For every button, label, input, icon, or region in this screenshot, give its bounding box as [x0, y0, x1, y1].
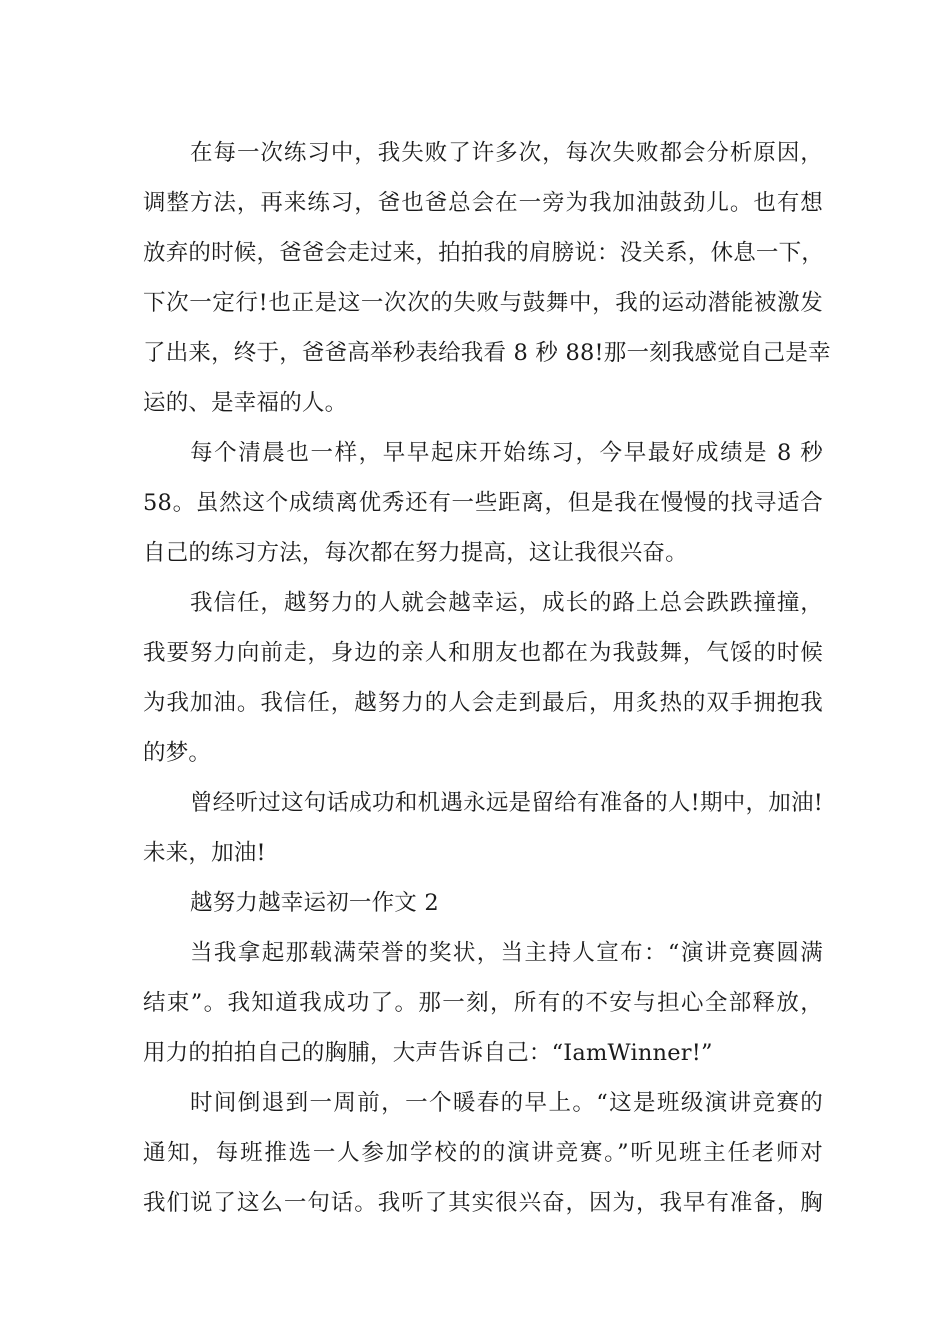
- text-line: 当我拿起那载满荣誉的奖状，当主持人宣布：“演讲竞赛圆满: [190, 940, 823, 966]
- paragraph: [143, 428, 823, 578]
- paragraph: [143, 578, 823, 778]
- text-line: 每个清晨也一样，早早起床开始练习，今早最好成绩是 8 秒: [190, 440, 823, 466]
- text-line: 58。虽然这个成绩离优秀还有一些距离，但是我在慢慢的找寻适合: [143, 490, 823, 516]
- section-heading: 越努力越幸运初一作文 2: [190, 890, 439, 916]
- text-line: 在每一次练习中，我失败了许多次，每次失败都会分析原因，: [190, 140, 823, 166]
- text-line: 下次一定行!也正是这一次次的失败与鼓舞中，我的运动潜能被激发: [143, 290, 823, 316]
- text-line: 用力的拍拍自己的胸脯，大声告诉自己：“IamWinner!”: [143, 1040, 713, 1066]
- text-line: 我要努力向前走，身边的亲人和朋友也都在为我鼓舞，气馁的时候: [143, 640, 823, 666]
- text-line: 结束”。我知道我成功了。那一刻，所有的不安与担心全部释放，: [143, 990, 823, 1016]
- text-line: 通知，每班推选一人参加学校的的演讲竞赛。”听见班主任老师对: [143, 1140, 823, 1166]
- paragraph: [143, 778, 823, 878]
- text-line: 未来，加油!: [143, 840, 266, 866]
- text-line: 的梦。: [143, 740, 212, 766]
- paragraph: [143, 928, 823, 1078]
- text-line: 运的、是幸福的人。: [143, 390, 348, 416]
- paragraph: [143, 1078, 823, 1228]
- text-line: 了出来，终于，爸爸高举秒表给我看 8 秒 88!那一刻我感觉自己是幸: [143, 340, 831, 366]
- text-line: 为我加油。我信任，越努力的人会走到最后，用炙热的双手拥抱我: [143, 690, 823, 716]
- text-line: 时间倒退到一周前，一个暖春的早上。“这是班级演讲竞赛的: [190, 1090, 823, 1116]
- text-line: 自己的练习方法，每次都在努力提高，这让我很兴奋。: [143, 540, 688, 566]
- document-body: [143, 128, 831, 1228]
- text-line: 调整方法，再来练习，爸也爸总会在一旁为我加油鼓劲儿。也有想: [143, 190, 823, 216]
- text-line: 放弃的时候，爸爸会走过来，拍拍我的肩膀说：没关系，休息一下，: [143, 240, 825, 266]
- text-line: 我们说了这么一句话。我听了其实很兴奋，因为，我早有准备，胸: [143, 1190, 823, 1216]
- paragraph: [143, 128, 831, 428]
- text-line: 曾经听过这句话成功和机遇永远是留给有准备的人!期中，加油!: [190, 790, 823, 816]
- text-line: 我信任，越努力的人就会越幸运，成长的路上总会跌跌撞撞，: [190, 590, 823, 616]
